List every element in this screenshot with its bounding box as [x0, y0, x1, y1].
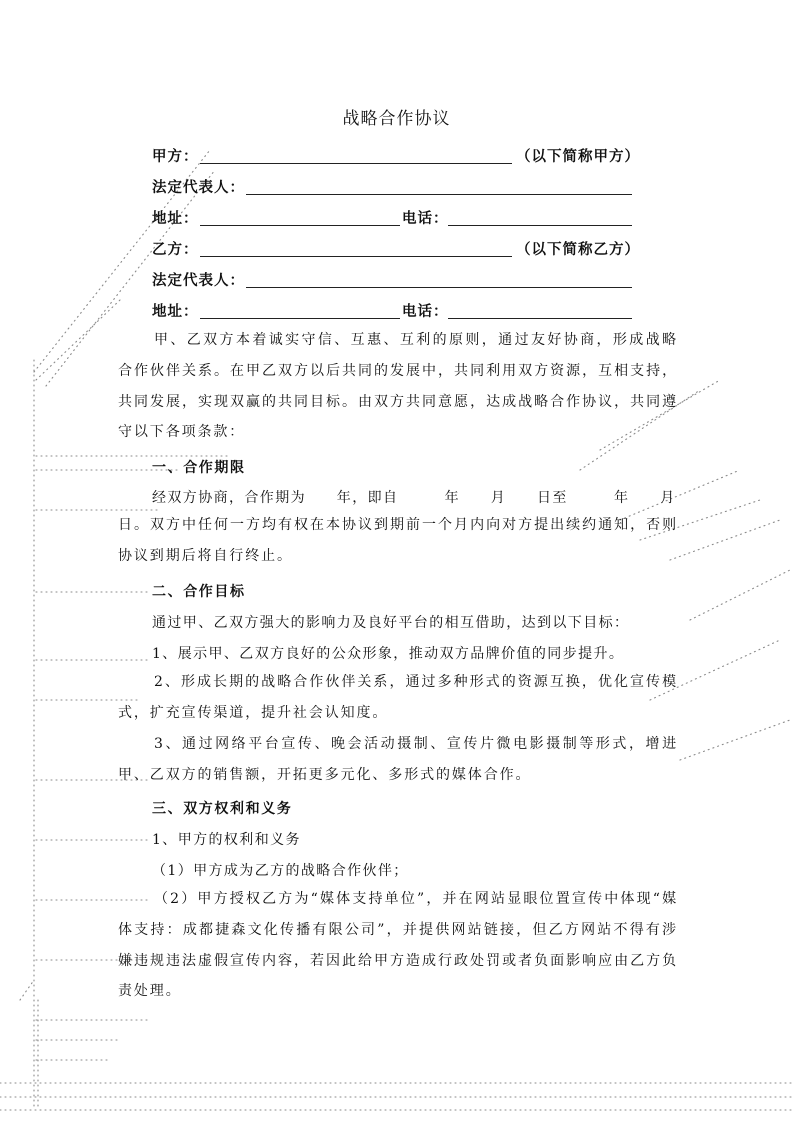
party-b-blank[interactable] [200, 256, 512, 257]
section-2-heading: 二、合作目标 [152, 584, 246, 600]
section-1-term-line: 经双方协商，合作期为 年，即自 年 月 日至 年 月 [152, 490, 676, 506]
section-2-item-2: 2、形成长期的战略合作伙伴关系，通过多种形式的资源互换，优化宣传模式，扩充宣传渠道，提升社会认知度。 [118, 674, 678, 721]
intro-paragraph: 甲、乙双方本着诚实守信、互惠、互利的原则，通过友好协商，形成战略合作伙伴关系。在甲乙双方以后共同的发展中，共同利用双方资源，互相支持，共同发展，实现双赢的共同目标。由双方共同意愿，达成战略合作协议，共同遵守以下各项条款： [118, 332, 678, 441]
phone-b-blank[interactable] [448, 318, 632, 319]
party-b-suffix: （以下简称乙方） [516, 241, 640, 258]
section-1-heading: 一、合作期限 [152, 460, 246, 476]
party-a-label: 甲方： [152, 148, 199, 165]
address-b-label: 地址： [152, 303, 199, 320]
phone-b-label: 电话： [402, 303, 449, 320]
legal-rep-a-blank[interactable] [246, 194, 632, 195]
section-2-lead: 通过甲、乙双方强大的影响力及良好平台的相互借助，达到以下目标： [152, 615, 630, 631]
party-b-label: 乙方： [152, 241, 199, 258]
legal-rep-b-label: 法定代表人： [152, 272, 245, 289]
document-title: 战略合作协议 [342, 109, 451, 129]
legal-rep-b-row [152, 269, 642, 291]
legal-rep-a-label: 法定代表人： [152, 179, 245, 196]
phone-a-blank[interactable] [448, 225, 632, 226]
section-1-body: 日。双方中任何一方均有权在本协议到期前一个月内向对方提出续约通知，否则协议到期后将自行终止。 [118, 517, 678, 564]
legal-rep-b-blank[interactable] [246, 287, 632, 288]
party-a-suffix: （以下简称甲方） [516, 148, 640, 165]
party-b-row [152, 238, 642, 260]
party-a-row [152, 145, 642, 167]
section-2-item-1: 1、展示甲、乙双方良好的公众形象，推动双方品牌价值的同步提升。 [152, 646, 625, 662]
party-a-blank[interactable] [200, 163, 512, 164]
phone-a-label: 电话： [402, 210, 449, 227]
contact-a-row [152, 207, 642, 229]
legal-rep-a-row [152, 176, 642, 198]
address-b-blank[interactable] [200, 318, 400, 319]
section-3-sub-1: 1、甲方的权利和义务 [152, 832, 301, 848]
section-3-heading: 三、双方权利和义务 [152, 801, 293, 817]
section-3-clause-1: （1）甲方成为乙方的战略合作伙伴； [152, 863, 409, 879]
address-a-blank[interactable] [200, 225, 400, 226]
section-3-clause-2: （2）甲方授权乙方为“媒体支持单位”，并在网站显眼位置宣传中体现“媒体支持：成都捷森文化传播有限公司”，并提供网站链接，但乙方网站不得有涉嫌违规违法虚假宣传内容，若因此给甲方造成行政处罚或者负面影响应由乙方负责处理。 [118, 891, 678, 1000]
section-2-item-3: 3、通过网络平台宣传、晚会活动摄制、宣传片微电影摄制等形式，增进甲、乙双方的销售额，开拓更多元化、多形式的媒体合作。 [118, 736, 678, 783]
address-a-label: 地址： [152, 210, 199, 227]
contact-b-row [152, 300, 642, 322]
